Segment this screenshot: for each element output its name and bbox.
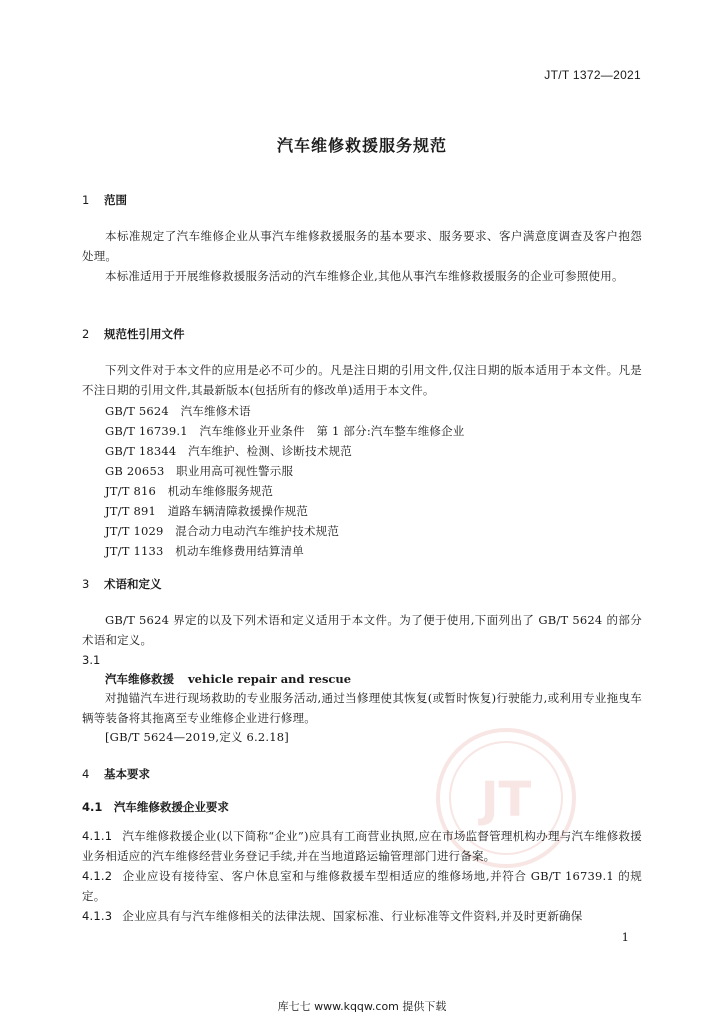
term-heading bbox=[105, 671, 351, 687]
section-number: 2 bbox=[82, 327, 90, 341]
clause-4-1-3 bbox=[82, 906, 642, 926]
term-source: [GB/T 5624—2019,定义 6.2.18] bbox=[105, 730, 289, 744]
section-title: 基本要求 bbox=[104, 767, 150, 781]
clause-number: 4.1.3 bbox=[82, 909, 113, 923]
document-code: JT/T 1372—2021 bbox=[544, 68, 641, 82]
term-chinese: 汽车维修救援 bbox=[105, 672, 174, 686]
section-number: 3 bbox=[82, 577, 90, 591]
section-3-heading bbox=[82, 576, 162, 592]
terms-intro: GB/T 5624 界定的以及下列术语和定义适用于本文件。为了便于使用,下面列出了 GB/T 5624 的部分术语和定义。 bbox=[82, 613, 642, 647]
clause-number: 4.1.2 bbox=[82, 869, 113, 883]
clause-number: 4.1.1 bbox=[82, 829, 113, 843]
reference-item: JT/T 891 道路车辆清障救援操作规范 bbox=[105, 504, 309, 518]
clause-text: 汽车维修救援企业(以下简称“企业”)应具有工商营业执照,应在市场监督管理机构办理与汽车维修救援业务相适应的汽车维修经营业务登记手续,并在当地道路运输管理部门进行备案。 bbox=[82, 829, 642, 863]
clause-4-1-1 bbox=[82, 826, 642, 866]
clause-text: 企业应设有接待室、客户休息室和与维修救援车型相适应的维修场地,并符合 GB/T 16739.1 的规定。 bbox=[82, 869, 642, 903]
section-number: 4 bbox=[82, 767, 90, 781]
svg-text:JT: JT bbox=[480, 772, 532, 828]
term-definition: 对抛锚汽车进行现场救助的专业服务活动,通过当修理使其恢复(或暂时恢复)行驶能力,或利用专业拖曳车辆等装备将其拖离至专业维修企业进行修理。 bbox=[82, 691, 642, 725]
reference-item: GB/T 18344 汽车维护、检测、诊断技术规范 bbox=[105, 444, 352, 458]
clause-text: 企业应具有与汽车维修相关的法律法规、国家标准、行业标准等文件资料,并及时更新确保 bbox=[122, 909, 583, 923]
term-number: 3.1 bbox=[82, 653, 101, 667]
clause-4-1-2 bbox=[82, 866, 642, 906]
section-title: 术语和定义 bbox=[104, 577, 162, 591]
subsection-4-1-heading bbox=[82, 799, 229, 815]
section-4-heading bbox=[82, 766, 150, 782]
download-footer: 库七七 www.kqqw.com 提供下载 bbox=[277, 1000, 447, 1013]
reference-item: JT/T 1133 机动车维修费用结算清单 bbox=[105, 544, 304, 558]
term-english: vehicle repair and rescue bbox=[188, 672, 352, 686]
section-title: 规范性引用文件 bbox=[104, 327, 185, 341]
subsection-title: 汽车维修救援企业要求 bbox=[113, 800, 229, 814]
section-title: 范围 bbox=[104, 193, 127, 207]
page-number: 1 bbox=[621, 930, 629, 944]
reference-item: GB/T 16739.1 汽车维修业开业条件 第 1 部分:汽车整车维修企业 bbox=[105, 424, 465, 438]
reference-item: JT/T 1029 混合动力电动汽车维护技术规范 bbox=[105, 524, 340, 538]
document-title: 汽车维修救援服务规范 bbox=[276, 136, 447, 155]
scope-paragraph-2: 本标准适用于开展维修救援服务活动的汽车维修企业,其他从事汽车维修救援服务的企业可参照使用。 bbox=[105, 269, 624, 283]
reference-item: GB/T 5624 汽车维修术语 bbox=[105, 404, 251, 418]
section-2-heading bbox=[82, 326, 185, 342]
reference-item: GB 20653 职业用高可视性警示服 bbox=[105, 464, 294, 478]
section-number: 1 bbox=[82, 193, 90, 207]
subsection-number: 4.1 bbox=[82, 800, 103, 814]
reference-item: JT/T 816 机动车维修服务规范 bbox=[105, 484, 274, 498]
scope-paragraph-1: 本标准规定了汽车维修企业从事汽车维修救援服务的基本要求、服务要求、客户满意度调查及客户抱怨处理。 bbox=[82, 229, 642, 263]
normative-intro: 下列文件对于本文件的应用是必不可少的。凡是注日期的引用文件,仅注日期的版本适用于本文件。凡是不注日期的引用文件,其最新版本(包括所有的修改单)适用于本文件。 bbox=[82, 363, 642, 397]
section-1-heading bbox=[82, 192, 127, 208]
